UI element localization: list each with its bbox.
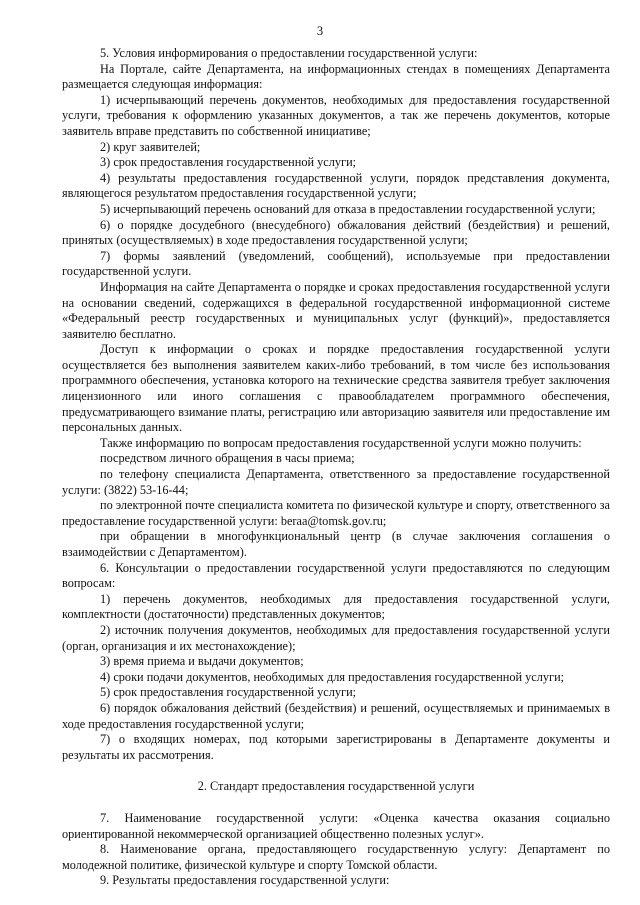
paragraph: 5. Условия информирования о предоставлении государственной услуги: bbox=[100, 46, 478, 60]
paragraph: при обращении в многофункциональный центр (в случае заключения соглашения о взаимодействии с Департаментом). bbox=[62, 529, 610, 559]
paragraph: 9. Результаты предоставления государственной услуги: bbox=[100, 873, 390, 888]
paragraph: На Портале, сайте Департамента, на информационных стендах в помещениях Департамента размещается следующая информация: bbox=[62, 61, 610, 92]
paragraph: 6. Консультации о предоставлении государственной услуги предоставляются по следующим вопросам: bbox=[62, 560, 610, 591]
paragraph: 2) круг заявителей; bbox=[100, 139, 201, 154]
paragraph: 8. Наименование органа, предоставляющего государственную услугу: Департамент по молодежной политике, физической культуре и спорту Томской области. bbox=[62, 842, 610, 872]
paragraphs-after-heading bbox=[62, 811, 610, 889]
paragraph: 7) формы заявлений (уведомлений, сообщений), используемые при предоставлении государственной услуги. bbox=[62, 248, 610, 279]
paragraph: 7. Наименование государственной услуги: «Оценка качества оказания социально ориентированной некоммерческой организацией общественно полезных услуг». bbox=[62, 810, 610, 841]
paragraph: 6) о порядке досудебного (внесудебного) обжалования действий (бездействия) и решений, принятых (осуществляемых) в ходе предоставления государственной услуги; bbox=[62, 217, 610, 248]
paragraphs-before-heading bbox=[62, 46, 610, 763]
paragraph: 7) о входящих номерах, под которыми зарегистрированы в Департаменте документы и результаты их рассмотрения. bbox=[62, 732, 610, 762]
paragraph: Также информацию по вопросам предоставления государственной услуги можно получить: bbox=[100, 435, 582, 450]
paragraph: 1) исчерпывающий перечень документов, необходимых для предоставления государственной услуги, требования к оформлению указанных документов, а так же перечень документов, которые заявитель вправе представить по собственной инициативе; bbox=[62, 92, 610, 138]
paragraph: Доступ к информации о сроках и порядке предоставления государственной услуги осуществляется без выполнения заявителем каких-либо требований, в том числе без использования программного обеспечения, установка которого на технические средства заявителя требует заключения лицензионного или иного соглашения с правообладателем программного обеспечения, предусматривающего взимание платы, регистрацию или авторизацию заявителя или предоставление им персональных данных. bbox=[62, 342, 610, 435]
paragraph: 6) порядок обжалования действий (бездействия) и решений, осуществляемых и принимаемых в ходе предоставления государственной услуги; bbox=[62, 700, 610, 731]
section-heading: 2. Стандарт предоставления государственной услуги bbox=[197, 779, 475, 794]
paragraph: по телефону специалиста Департамента, ответственного за предоставление государственной услуги: (3822) 53-16-44; bbox=[62, 467, 610, 497]
page-number: 3 bbox=[316, 24, 324, 38]
paragraph: 4) сроки подачи документов, необходимых для предоставления государственной услуги; bbox=[100, 669, 565, 684]
document-body bbox=[62, 46, 610, 889]
paragraph: 5) срок предоставления государственной услуги; bbox=[100, 685, 357, 700]
paragraph: 4) результаты предоставления государственной услуги, порядок представления документа, являющегося результатом предоставления государственной услуги; bbox=[62, 170, 610, 201]
paragraph: 3) время приема и выдачи документов; bbox=[100, 654, 304, 669]
paragraph: 3) срок предоставления государственной услуги; bbox=[100, 155, 357, 170]
paragraph: Информация на сайте Департамента о порядке и сроках предоставления государственной услуги на основании сведений, содержащихся в федеральной государственной информационной системе «Федеральный реестр государственных и муниципальных услуг (функций)», предоставляется заявителю бесплатно. bbox=[62, 279, 610, 341]
paragraph: посредством личного обращения в часы приема; bbox=[100, 451, 355, 466]
paragraph: по электронной почте специалиста комитета по физической культуре и спорту, ответственного за предоставление государственной услуги: beraa@tomsk.gov.ru; bbox=[62, 498, 610, 528]
paragraph: 1) перечень документов, необходимых для предоставления государственной услуги, комплектности (достаточности) представленных документов; bbox=[62, 591, 610, 622]
paragraph: 5) исчерпывающий перечень оснований для отказа в предоставлении государственной услуги; bbox=[100, 201, 596, 216]
paragraph: 2) источник получения документов, необходимых для предоставления государственной услуги (орган, организация и их местонахождение); bbox=[62, 622, 610, 653]
